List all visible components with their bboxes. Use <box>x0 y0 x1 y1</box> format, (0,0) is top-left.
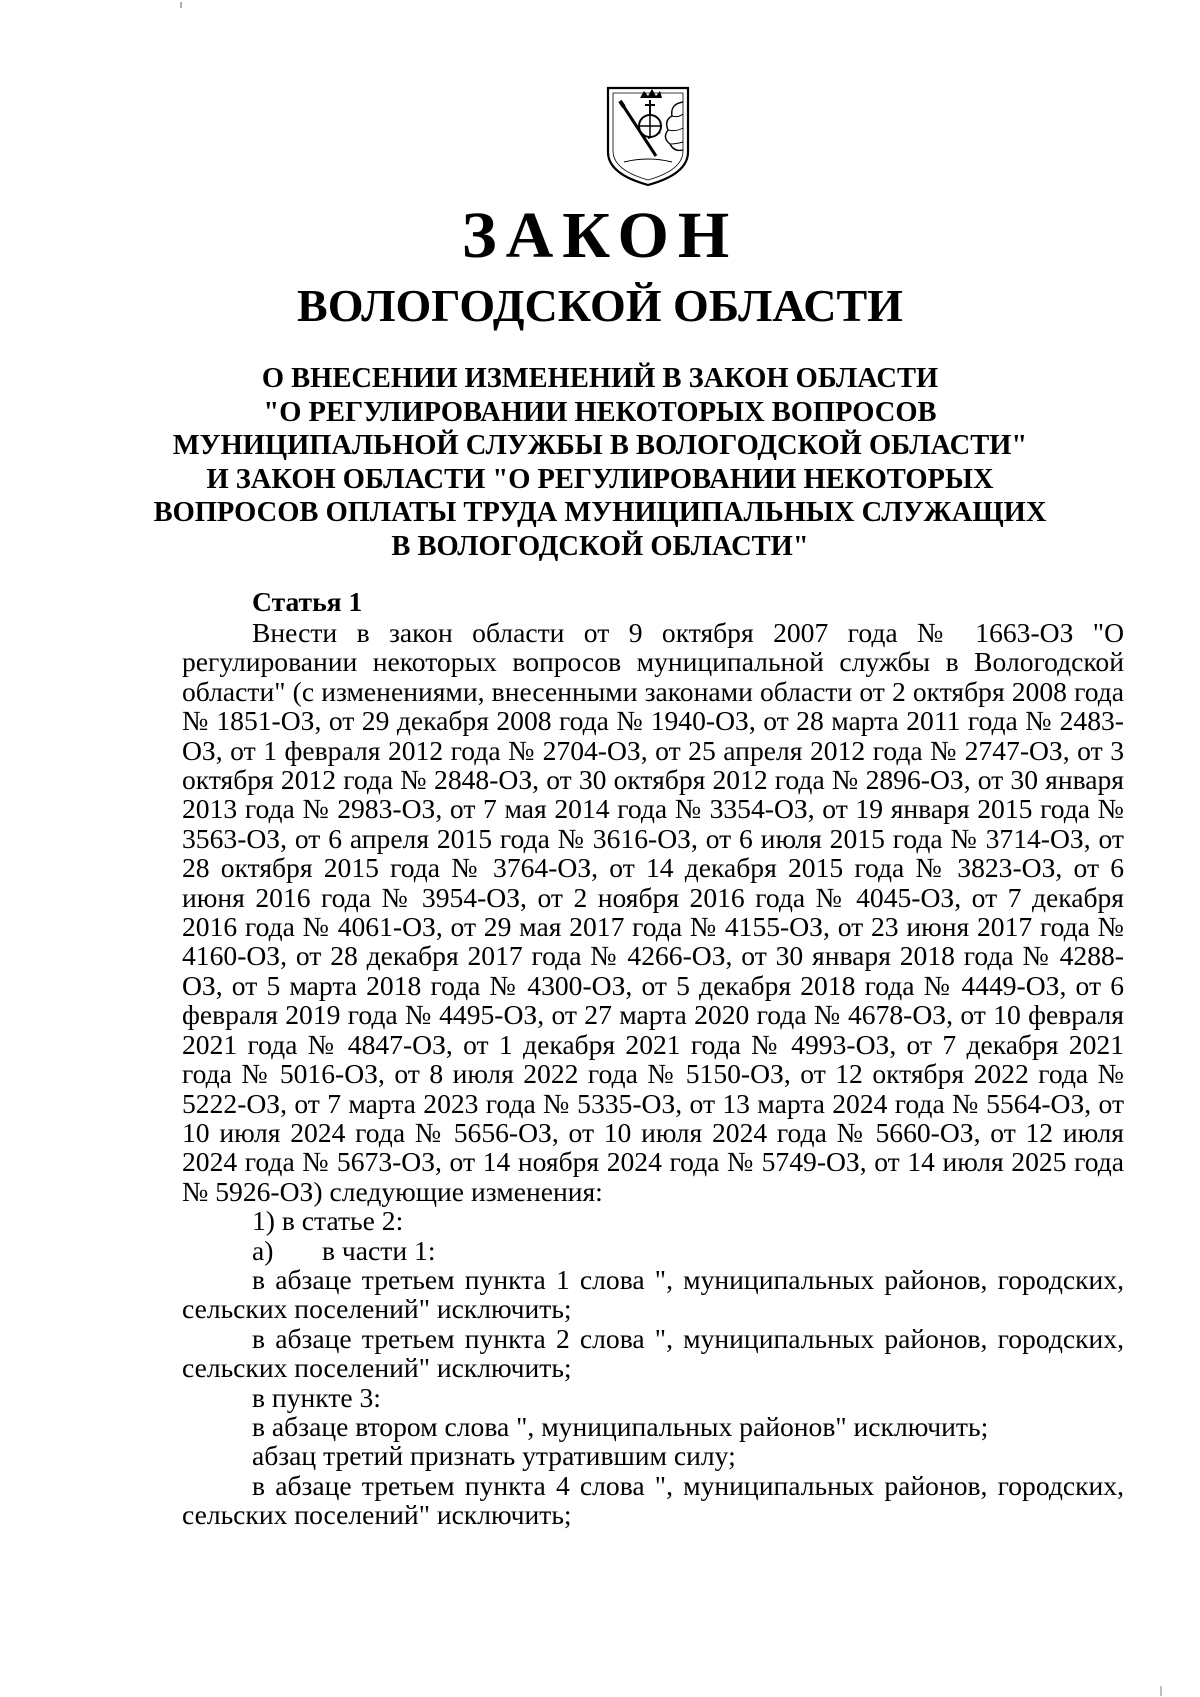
law-heading: ЗАКОН <box>461 199 739 272</box>
law-title-line: И ЗАКОН ОБЛАСТИ "О РЕГУЛИРОВАНИИ НЕКОТОРЫХ <box>206 463 994 495</box>
law-title-line: О ВНЕСЕНИИ ИЗМЕНЕНИЙ В ЗАКОН ОБЛАСТИ <box>261 363 939 394</box>
law-title-line: "О РЕГУЛИРОВАНИИ НЕКОТОРЫХ ВОПРОСОВ <box>263 396 937 428</box>
paragraph: в абзаце третьем пункта 2 слова ", муниципальных районов, городских, сельских поселений" исключить; <box>182 1322 1124 1384</box>
paragraph: абзац третий признать утратившим силу; <box>252 1440 736 1472</box>
coat-of-arms-icon <box>604 82 692 188</box>
paragraph: в абзаце третьем пункта 1 слова ", муниципальных районов, городских, сельских поселений" исключить; <box>182 1263 1124 1325</box>
law-title-line: МУНИЦИПАЛЬНОЙ СЛУЖБЫ В ВОЛОГОДСКОЙ ОБЛАСТИ" <box>172 430 1028 461</box>
item-a-text: в части 1: <box>322 1234 436 1266</box>
scan-mark <box>1160 1686 1162 1696</box>
paragraph: в абзаце втором слова ", муниципальных районов" исключить; <box>252 1410 989 1442</box>
item-a-marker: а) <box>252 1234 274 1266</box>
region-heading: ВОЛОГОДСКОЙ ОБЛАСТИ <box>297 280 903 331</box>
intro-paragraph: Внести в закон области от 9 октября 2007 года № 1663-ОЗ "О регулировании некоторых вопросов муниципальной службы в Вологодской области" (с изменениями, внесенными законами области от 2 октября 2008 года № 1851-ОЗ, от 29 декабря 2008 года № 1940-ОЗ, от 28 марта 2011 года № 2483-ОЗ, от 1 февраля 2012 года № 2704-ОЗ, от 25 апреля 2012 года № 2747-ОЗ, от 3 октября 2012 года № 2848-ОЗ, от 30 октября 2012 года № 2896-ОЗ, от 30 января 2013 года № 2983-ОЗ, от 7 мая 2014 года № 3354-ОЗ, от 19 января 2015 года № 3563-ОЗ, от 6 апреля 2015 года № 3616-ОЗ, от 6 июля 2015 года № 3714-ОЗ, от 28 октября 2015 года № 3764-ОЗ, от 14 декабря 2015 года № 3823-ОЗ, от 6 июня 2016 года № 3954-ОЗ, от 2 ноября 2016 года № 4045-ОЗ, от 7 декабря 2016 года № 4061-ОЗ, от 29 мая 2017 года № 4155-ОЗ, от 23 июня 2017 года № 4160-ОЗ, от 28 декабря 2017 года № 4266-ОЗ, от 30 января 2018 года № 4288-ОЗ, от 5 марта 2018 года № 4300-ОЗ, от 5 декабря 2018 года № 4449-ОЗ, от 6 февраля 2019 года № 4495-ОЗ, от 27 марта 2020 года № 4678-ОЗ, от 10 февраля 2021 года № 4847-ОЗ, от 1 декабря 2021 года № 4993-ОЗ, от 7 декабря 2021 года № 5016-ОЗ, от 8 июля 2022 года № 5150-ОЗ, от 12 октября 2022 года № 5222-ОЗ, от 7 марта 2023 года № 5335-ОЗ, от 13 марта 2024 года № 5564-ОЗ, от 10 июля 2024 года № 5656-ОЗ, от 10 июля 2024 года № 5660-ОЗ, от 12 июля 2024 года № 5673-ОЗ, от 14 ноября 2024 года № 5749-ОЗ, от 14 июля 2025 года № 5926-ОЗ) следующие изменения: <box>182 617 1124 1207</box>
item-a <box>252 1236 1124 1265</box>
item-1: 1) в статье 2: <box>252 1205 404 1237</box>
article-body <box>182 585 1124 1530</box>
article-heading: Статья 1 <box>252 586 363 617</box>
law-title-line: В ВОЛОГОДСКОЙ ОБЛАСТИ" <box>391 530 809 562</box>
paragraph: в абзаце третьем пункта 4 слова ", муниципальных районов, городских, сельских поселений" исключить; <box>182 1469 1124 1531</box>
law-title <box>120 362 1080 563</box>
paragraph: в пункте 3: <box>252 1381 381 1413</box>
scan-mark <box>180 2 182 8</box>
law-title-line: ВОПРОСОВ ОПЛАТЫ ТРУДА МУНИЦИПАЛЬНЫХ СЛУЖАЩИХ <box>153 497 1047 528</box>
